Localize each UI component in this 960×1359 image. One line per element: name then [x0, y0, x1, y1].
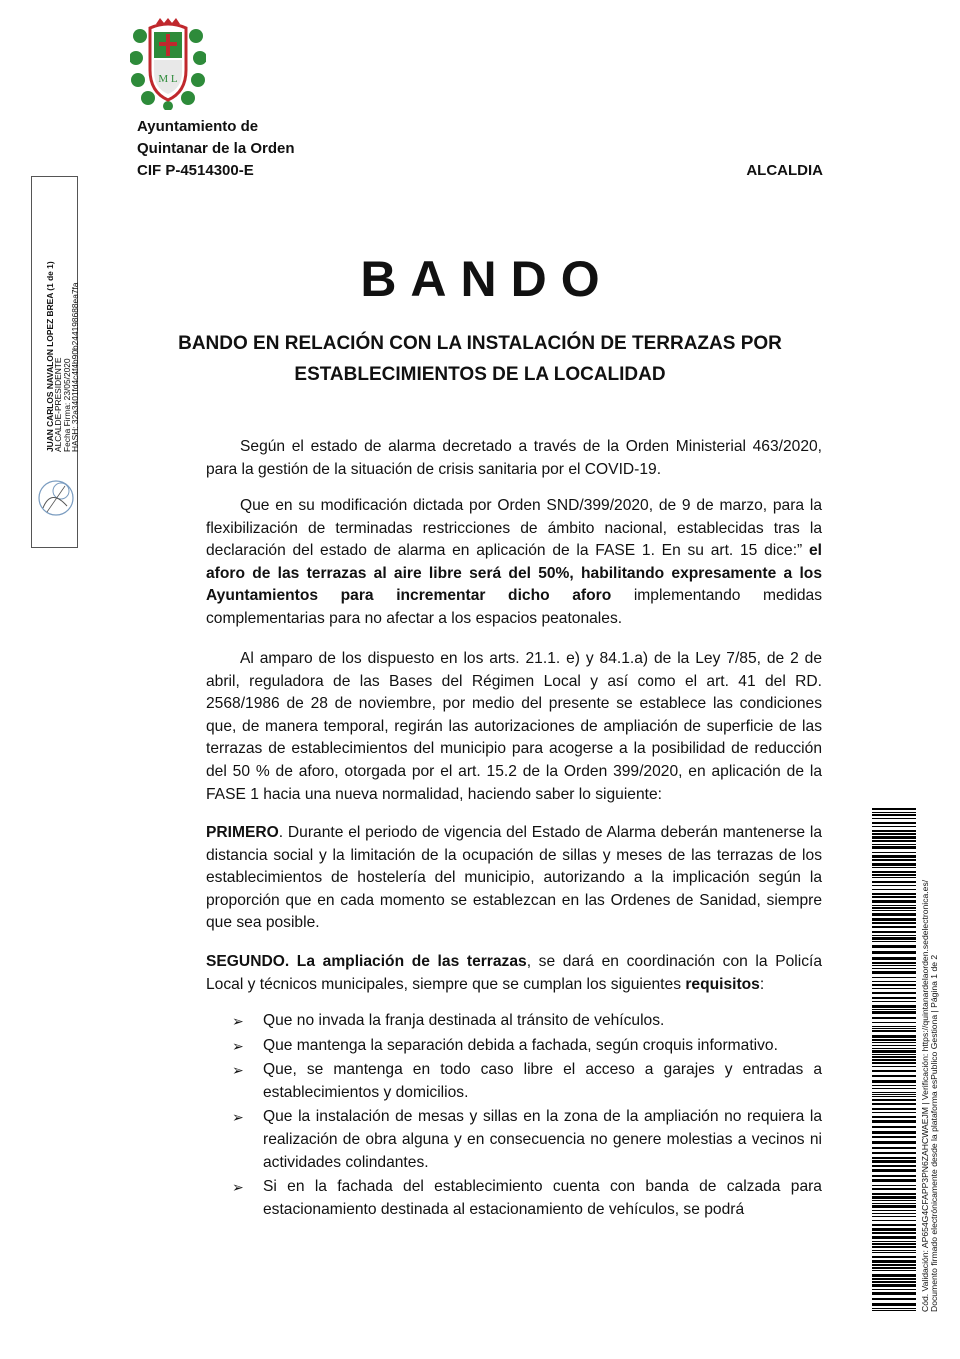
barcode-bar	[872, 1147, 916, 1149]
barcode-bar	[872, 1169, 916, 1172]
barcode-bar	[872, 1205, 916, 1208]
barcode-bar	[872, 977, 916, 978]
barcode-bar	[872, 881, 916, 883]
segundo-requirements-word: requisitos	[685, 975, 760, 993]
barcode-bar	[872, 1094, 916, 1095]
document-subtitle	[150, 328, 810, 390]
barcode-bar	[872, 907, 916, 909]
barcode-bar	[872, 1232, 916, 1234]
barcode-bar	[872, 1070, 916, 1072]
paragraph-modification-bold: el aforo de las terrazas al aire libre será del 50%, habilitando expresamente a los Ayuntamientos para incrementar dicho aforo	[206, 542, 822, 605]
arrow-bullet-icon: ➢	[232, 1062, 244, 1079]
barcode-bar	[872, 1092, 916, 1093]
barcode-bar	[872, 1059, 916, 1061]
barcode-bar	[872, 1220, 916, 1221]
barcode-bar	[872, 1281, 916, 1283]
list-item: ➢ Si en la fachada del establecimiento cuenta con banda de calzada para estacionamiento destinada al estacionamiento de vehículos, se podrá	[232, 1178, 822, 1218]
barcode-bar	[872, 1126, 916, 1128]
barcode-bar	[872, 997, 916, 999]
barcode-bar	[872, 988, 916, 989]
barcode-bar	[872, 1228, 916, 1231]
barcode-bar	[872, 918, 916, 921]
barcode-bar	[872, 1200, 916, 1201]
barcode-bar	[872, 889, 916, 890]
barcode-bar	[872, 877, 916, 878]
arrow-bullet-icon: ➢	[232, 1179, 244, 1196]
barcode-bar	[872, 844, 916, 845]
barcode-bar	[872, 1035, 916, 1038]
subtitle-line-2: ESTABLECIMIENTOS DE LA LOCALIDAD	[294, 364, 666, 385]
barcode-bar	[872, 1256, 916, 1258]
requirements-list	[206, 1010, 822, 1223]
list-item: ➢ Que no invada la franja destinada al tránsito de vehículos.	[206, 1010, 822, 1033]
barcode-bar	[872, 1310, 916, 1311]
barcode-bar	[872, 1303, 916, 1306]
barcode-bar	[872, 1103, 916, 1105]
barcode-bar	[872, 859, 916, 861]
barcode-bar	[872, 1108, 916, 1110]
barcode-bar	[872, 808, 916, 810]
barcode-bar	[872, 836, 916, 839]
barcode-bar	[872, 1096, 916, 1097]
subtitle-line-1: BANDO EN RELACIÓN CON LA INSTALACIÓN DE TERRAZAS POR	[178, 333, 782, 354]
barcode-bar	[872, 1062, 916, 1064]
barcode-bar	[872, 896, 916, 898]
department-label: ALCALDIA	[746, 162, 823, 179]
barcode-bar	[872, 1042, 916, 1043]
paragraph-modification-text-a: Que en su modificación dictada por Orden SND/399/2020, de 9 de marzo, para la flexibilización de terminadas restricciones de ámbito nacional, establecidas tras la declaración del estado de alarma en aplicación de la FASE 1. En su art. 15 dice:”	[206, 497, 822, 560]
barcode-bar	[872, 833, 916, 835]
primero-label: PRIMERO	[206, 824, 279, 841]
barcode-bar	[872, 1112, 916, 1113]
org-name-line1: Ayuntamiento de	[137, 118, 259, 135]
barcode-bar	[872, 1157, 916, 1159]
signature-details	[46, 172, 80, 452]
barcode-bar	[872, 1270, 916, 1271]
barcode-bar	[872, 1141, 916, 1144]
barcode-bar	[872, 1009, 916, 1010]
barcode-bar	[872, 874, 916, 876]
barcode-bar	[872, 968, 916, 969]
municipal-crest-icon	[130, 18, 206, 110]
barcode-bar	[872, 1075, 916, 1077]
barcode-bar	[872, 941, 916, 942]
barcode-bar	[872, 1001, 916, 1002]
barcode-bar	[872, 1050, 916, 1053]
barcode-bar	[872, 1005, 916, 1008]
barcode-bar	[872, 1045, 916, 1046]
barcode-bar	[872, 1213, 916, 1214]
barcode-bar	[872, 822, 916, 824]
barcode-bar	[872, 951, 916, 954]
verification-footer	[921, 792, 940, 1312]
barcode-bar	[872, 1196, 916, 1199]
barcode-bar	[872, 1066, 916, 1067]
barcode-bar	[872, 1056, 916, 1058]
barcode-bar	[872, 1243, 916, 1245]
barcode-bar	[872, 885, 916, 886]
barcode-bar	[872, 1267, 916, 1269]
barcode-bar	[872, 937, 916, 940]
barcode-bar	[872, 1120, 916, 1123]
barcode-bar	[872, 840, 916, 842]
barcode-bar	[872, 1308, 916, 1309]
barcode-bar	[872, 1131, 916, 1134]
barcode-bar	[872, 1179, 916, 1182]
arrow-bullet-icon: ➢	[232, 1109, 244, 1126]
barcode-bar	[872, 867, 916, 868]
barcode-bar	[872, 945, 916, 948]
barcode-bar	[872, 1026, 916, 1027]
barcode-bar	[872, 1175, 916, 1177]
barcode-bar	[872, 1039, 916, 1041]
barcode-bar	[872, 1224, 916, 1226]
signer-role: ALCALDE-PRESIDENTE	[53, 357, 64, 452]
barcode-bar	[872, 826, 916, 827]
barcode-bar	[872, 1264, 916, 1266]
barcode-bar	[872, 1022, 916, 1023]
signature-seal-icon	[37, 478, 75, 518]
barcode-bar	[872, 1292, 916, 1295]
paragraph-primero	[206, 822, 822, 935]
barcode-bar	[872, 1203, 916, 1204]
barcode-bar	[872, 1278, 916, 1280]
barcode-bar	[872, 818, 916, 819]
org-name-line2: Quintanar de la Orden	[137, 140, 295, 157]
barcode-bar	[872, 871, 916, 873]
barcode-bar	[872, 1030, 916, 1032]
signature-hash: HASH: 32a3401fd4c4f4b90b244198688ea7fa	[70, 282, 81, 452]
list-item: ➢ Que, se mantenga en todo caso libre el acceso a garajes y entradas a establecimientos y domicilios.	[232, 1061, 822, 1101]
barcode-bar	[872, 1236, 916, 1239]
barcode-bar	[872, 1274, 916, 1277]
primero-text: . Durante el periodo de vigencia del Estado de Alarma deberán mantenerse la distancia social y la limitación de la ocupación de sillas y meses de las terrazas de los establecimientos de hostelería del municipio, autorizando a la implicación según la proporción que en cada momento se establezcan en las Ordenes de Sanidad, siempre que sea posible.	[206, 824, 822, 932]
barcode-bar	[872, 984, 916, 986]
barcode-bar	[872, 905, 916, 906]
barcode-bar	[872, 910, 916, 911]
crest-letters: M L	[158, 73, 178, 85]
barcode-bar	[872, 1241, 916, 1242]
segundo-label: SEGUNDO. La ampliación de las terrazas	[206, 953, 527, 970]
barcode-bar	[872, 971, 916, 974]
barcode-bar	[872, 855, 916, 858]
barcode-bar	[872, 1085, 916, 1086]
verification-platform-line: Documento firmado electrónicamente desde la plataforma esPublico Gestiona | Página 1 de 2	[929, 954, 940, 1312]
arrow-bullet-icon: ➢	[232, 1037, 244, 1054]
barcode-bar	[872, 814, 916, 816]
barcode-bar	[872, 1011, 916, 1014]
barcode-bar	[872, 962, 916, 964]
list-item: ➢ Que la instalación de mesas y sillas en la zona de la ampliación no requiera la realización de obra alguna y en consecuencia no genere molestias a vecinos ni actividades colindantes.	[232, 1108, 822, 1171]
barcode-bar	[872, 893, 916, 895]
barcode-bar	[872, 926, 916, 928]
signer-name: JUAN CARLOS NAVALON LOPEZ BREA (1 de 1)	[45, 261, 55, 452]
barcode-bar	[872, 1252, 916, 1253]
barcode-bar	[872, 1054, 916, 1055]
barcode-bar	[872, 1099, 916, 1101]
barcode-bar	[872, 863, 916, 866]
barcode-bar	[872, 965, 916, 966]
barcode-bar	[872, 1298, 916, 1300]
paragraph-modification-text-b: implementando medidas complementarias para no afectar a los espacios peatonales.	[206, 587, 822, 627]
barcode-bar	[872, 846, 916, 849]
verification-code-line: Cód. Validación: AP654G4CFAPP3PN6ZAHCWAEJM | Verificación: https://quintanardelaorden.sedelectronica.es/	[920, 879, 930, 1312]
barcode-bar	[872, 922, 916, 924]
org-cif: CIF P-4514300-E	[137, 162, 254, 179]
barcode-bar	[872, 992, 916, 994]
paragraph-modification	[206, 495, 822, 631]
barcode-bar	[872, 1210, 916, 1211]
barcode-bar	[872, 1260, 916, 1263]
barcode-bar	[872, 1048, 916, 1049]
barcode-bar	[872, 1160, 916, 1163]
barcode-bar	[872, 981, 916, 982]
barcode-icon	[872, 808, 916, 1312]
page-title: BANDO	[360, 251, 614, 307]
barcode-bar	[872, 1188, 916, 1190]
segundo-colon: :	[759, 975, 765, 993]
signature-date: Fecha Firma: 23/05/2020	[61, 358, 72, 452]
barcode-bar	[872, 1080, 916, 1083]
barcode-bar	[872, 1017, 916, 1019]
barcode-bar	[872, 1185, 916, 1186]
barcode-bar	[872, 812, 916, 813]
barcode-bar	[872, 931, 916, 933]
paragraph-intro: Según el estado de alarma decretado a través de la Orden Ministerial 463/2020, para la gestión de la situación de crisis sanitaria por el COVID-19.	[206, 438, 822, 478]
paragraph-segundo	[206, 951, 822, 996]
barcode-bar	[872, 1250, 916, 1251]
barcode-bar	[872, 900, 916, 903]
barcode-bar	[872, 1284, 916, 1287]
barcode-bar	[872, 1136, 916, 1138]
list-item: ➢ Que mantenga la separación debida a fachada, según croquis informativo.	[206, 1035, 822, 1058]
barcode-bar	[872, 935, 916, 936]
barcode-bar	[872, 830, 916, 832]
barcode-bar	[872, 1246, 916, 1248]
segundo-text: , se dará en coordinación con la Policía Local y técnicos municipales, siempre que se cumplan los siguientes	[206, 953, 822, 993]
barcode-bar	[872, 1289, 916, 1290]
barcode-bar	[872, 1028, 916, 1029]
paragraph-legal-basis: Al amparo de los dispuesto en los arts. 21.1. e) y 84.1.a) de la Ley 7/85, de 2 de abril, reguladora de las Bases del Régimen Local y así como el art. 41 del RD. 2568/1986 de 28 de noviembre, por medio del presente se establece las condiciones que, de manera temporal, regirán las autorizaciones de ampliación de superficie de las terrazas de establecimientos del municipio para acogerse a la posibilidad de reducción del 50 % de aforo, otorgada por el art. 15.2 de la Orden 399/2020, en aplicación de la FASE 1 hacia una nueva normalidad, haciendo saber lo siguiente:	[206, 650, 822, 803]
barcode-bar	[872, 1088, 916, 1089]
barcode-bar	[872, 957, 916, 960]
arrow-bullet-icon: ➢	[232, 1013, 244, 1029]
barcode-bar	[872, 913, 916, 916]
barcode-bar	[872, 852, 916, 853]
barcode-bar	[872, 1216, 916, 1217]
barcode-bar	[872, 1152, 916, 1154]
barcode-bar	[872, 1116, 916, 1118]
barcode-bar	[872, 1165, 916, 1167]
barcode-bar	[872, 1193, 916, 1195]
